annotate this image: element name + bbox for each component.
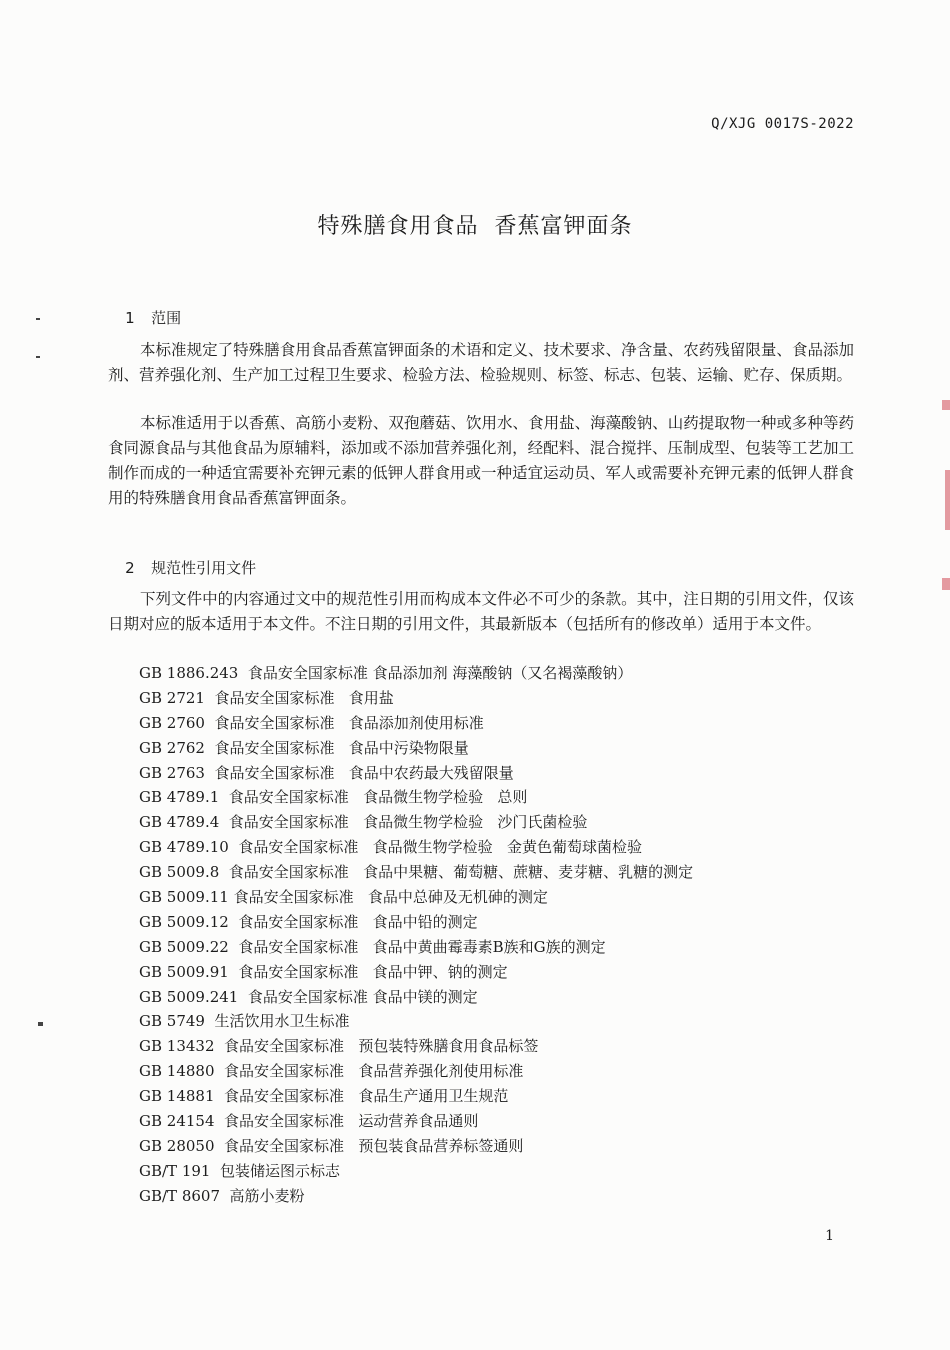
reference-item: GB 24154 食品安全国家标准 运动营养食品通则 — [139, 1112, 479, 1131]
reference-item: GB 2762 食品安全国家标准 食品中污染物限量 — [139, 738, 469, 757]
scan-edge-mark — [945, 470, 950, 530]
reference-item: GB/T 8607 高筋小麦粉 — [139, 1186, 305, 1205]
reference-item: GB 5009.241 食品安全国家标准 食品中镁的测定 — [139, 987, 478, 1006]
normative-references-list — [139, 661, 693, 1209]
reference-item: GB 2760 食品安全国家标准 食品添加剂使用标准 — [139, 713, 484, 732]
reference-item: GB 5009.8 食品安全国家标准 食品中果糖、葡萄糖、蔗糖、麦芽糖、乳糖的测定 — [139, 863, 694, 882]
reference-item: GB 2763 食品安全国家标准 食品中农药最大残留限量 — [139, 763, 514, 782]
reference-item: GB 14881 食品安全国家标准 食品生产通用卫生规范 — [139, 1087, 509, 1106]
section-title: 规范性引用文件 — [151, 559, 257, 577]
scan-speck — [38, 1022, 43, 1026]
scan-speck — [36, 318, 40, 320]
reference-item: GB 4789.4 食品安全国家标准 食品微生物学检验 沙门氏菌检验 — [139, 813, 588, 832]
reference-item: GB 5009.91 食品安全国家标准 食品中钾、钠的测定 — [139, 962, 508, 981]
section-number: 2 — [125, 559, 135, 577]
scan-edge-mark — [942, 578, 950, 590]
section-number: 1 — [125, 309, 135, 327]
reference-item: GB 5009.12 食品安全国家标准 食品中铅的测定 — [139, 912, 478, 931]
scope-paragraph-1: 本标准规定了特殊膳食用食品香蕉富钾面条的术语和定义、技术要求、净含量、农药残留限量、食品添加剂、营养强化剂、生产加工过程卫生要求、检验方法、检验规则、标签、标志、包装、运输、贮存、保质期。 — [108, 341, 854, 384]
scan-speck — [36, 356, 40, 358]
reference-item: GB 1886.243 食品安全国家标准 食品添加剂 海藻酸钠（又名褐藻酸钠） — [139, 664, 633, 682]
reference-item: GB 2721 食品安全国家标准 食用盐 — [139, 688, 394, 707]
reference-item: GB 4789.1 食品安全国家标准 食品微生物学检验 总则 — [139, 788, 528, 807]
reference-item: GB/T 191 包装储运图示标志 — [139, 1161, 340, 1180]
reference-item: GB 28050 食品安全国家标准 预包装食品营养标签通则 — [139, 1136, 524, 1155]
reference-item: GB 14880 食品安全国家标准 食品营养强化剂使用标准 — [139, 1062, 524, 1081]
scope-paragraph-2: 本标准适用于以香蕉、高筋小麦粉、双孢蘑菇、饮用水、食用盐、海藻酸钠、山药提取物一种或多种等药食同源食品与其他食品为原辅料，添加或不添加营养强化剂，经配料、混合搅拌、压制成型、包装等工艺加工制作而成的一种适宜需要补充钾元素的低钾人群食用或一种适宜运动员、军人或需要补充钾元素的低钾人群食用的特殊膳食用食品香蕉富钾面条。 — [108, 414, 854, 507]
reference-item: GB 13432 食品安全国家标准 预包装特殊膳食用食品标签 — [139, 1037, 539, 1056]
section-title: 范围 — [151, 309, 182, 327]
scan-edge-mark — [942, 400, 950, 410]
reference-item: GB 4789.10 食品安全国家标准 食品微生物学检验 金黄色葡萄球菌检验 — [139, 838, 642, 857]
page-number: 1 — [825, 1228, 834, 1244]
standard-code: Q/XJG 0017S-2022 — [711, 116, 854, 132]
reference-item: GB 5009.11 食品安全国家标准 食品中总砷及无机砷的测定 — [139, 888, 548, 907]
references-intro-paragraph: 下列文件中的内容通过文中的规范性引用而构成本文件必不可少的条款。其中，注日期的引用文件，仅该日期对应的版本适用于本文件。不注日期的引用文件，其最新版本（包括所有的修改单）适用于本文件。 — [108, 590, 854, 633]
reference-item: GB 5749 生活饮用水卫生标准 — [139, 1012, 350, 1031]
document-title: 特殊膳食用食品 香蕉富钾面条 — [317, 214, 633, 239]
reference-item: GB 5009.22 食品安全国家标准 食品中黄曲霉毒素B族和G族的测定 — [139, 937, 606, 956]
